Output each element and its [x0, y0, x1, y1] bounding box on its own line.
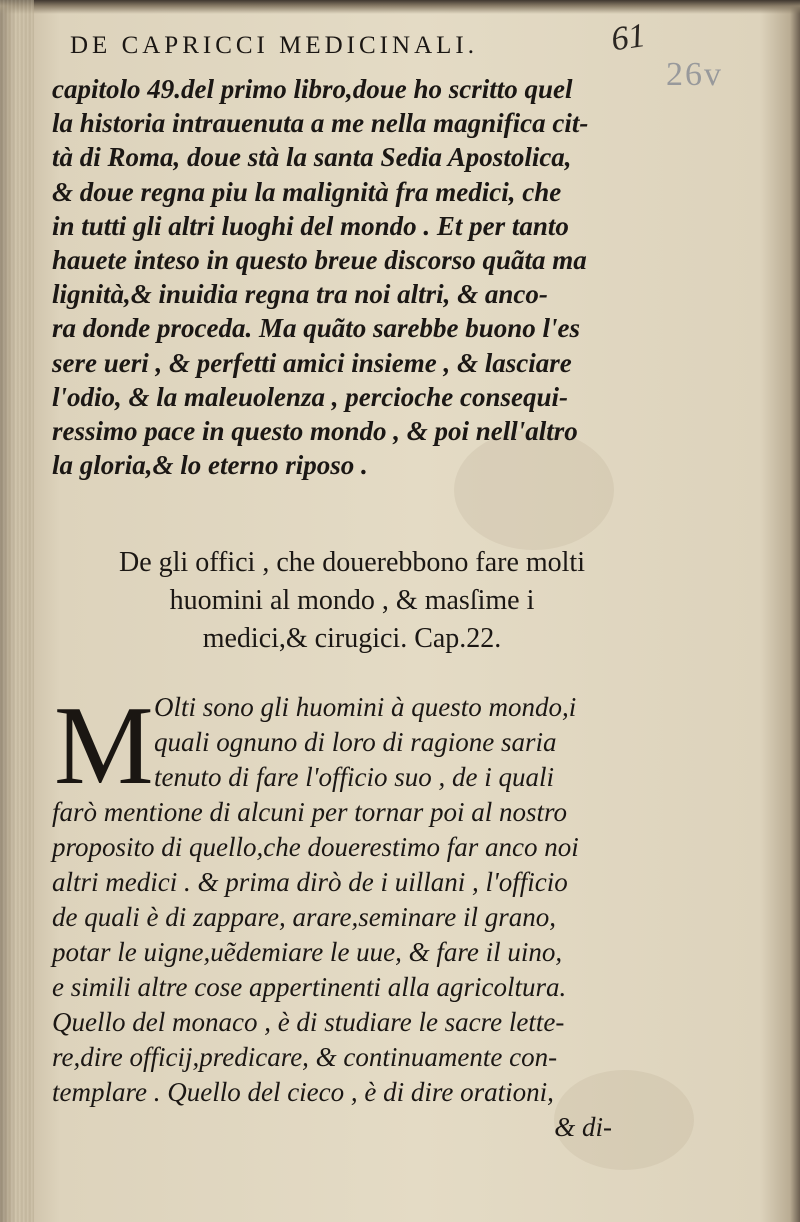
text-line: farò mentione di alcuni per tornar poi al nostro [52, 797, 567, 827]
text-line: quali ognuno di loro di ragione saria [154, 727, 557, 757]
text-line: tà di Roma, doue stà la santa Sedia Apostolica, [52, 142, 572, 173]
text-line: re,dire officij,predicare, & continuamente con- [52, 1042, 558, 1072]
heading-line: medici,& cirugici. Cap.22. [202, 623, 502, 654]
text-line: & doue regna piu la malignità fra medici, che [52, 176, 562, 207]
text-line: e simili altre cose appertinenti alla agricoltura. [52, 972, 567, 1002]
text-line: la historia intrauenuta a me nella magnifica cit- [52, 108, 589, 139]
paragraph-2 [52, 684, 672, 1145]
folio-number: 61 [608, 17, 648, 59]
text-line: templare . Quello del cieco , è di dire orationi, [52, 1077, 554, 1107]
page-stack-edge [0, 0, 34, 1222]
book-page [34, 10, 786, 1215]
text-line: in tutti gli altri luoghi del mondo . Et per tanto [52, 210, 569, 241]
text-line: sere ueri , & perfetti amici insieme , & lasciare [52, 347, 572, 378]
text-line: altri medici . & prima dirò de i uillani , l'officio [52, 867, 568, 897]
drop-cap: M [54, 684, 154, 808]
text-line: ra donde proceda. Ma quãto sarebbe buono l'es [52, 313, 581, 344]
text-line: l'odio, & la maleuolenza , percioche consequi- [52, 381, 568, 412]
text-line: la gloria,& lo eterno riposo . [52, 450, 368, 481]
text-line: lignità,& inuidia regna tra noi altri, & anco- [52, 279, 548, 310]
heading-line: De gli offici , che douerebbono fare molti [119, 547, 585, 578]
text-line: proposito di quello,che douerestimo far anco noi [52, 832, 579, 862]
text-line: potar le uigne,uẽdemiare le uue, & fare il uino, [52, 937, 563, 967]
paragraph-1 [52, 72, 672, 482]
pencil-annotation: 26v [666, 56, 723, 93]
text-line: de quali è di zappare, arare,seminare il grano, [52, 902, 556, 932]
text-line: Quello del monaco , è di studiare le sacre lette- [52, 1007, 565, 1037]
chapter-heading [52, 544, 652, 658]
text-line: capitolo 49.del primo libro,doue ho scritto quel [52, 74, 573, 104]
running-head: DE CAPRICCI MEDICINALI. [70, 32, 478, 59]
text-line: hauete inteso in questo breue discorso quãta ma [52, 244, 587, 275]
catchword: & di- [554, 1112, 612, 1142]
heading-line: huomini al mondo , & masſime i [169, 585, 535, 616]
text-line: tenuto di fare l'officio suo , de i quali [154, 762, 554, 792]
text-line: Olti sono gli huomini à questo mondo,i [154, 692, 577, 722]
text-line: ressimo pace in questo mondo , & poi nell'altro [52, 415, 578, 446]
